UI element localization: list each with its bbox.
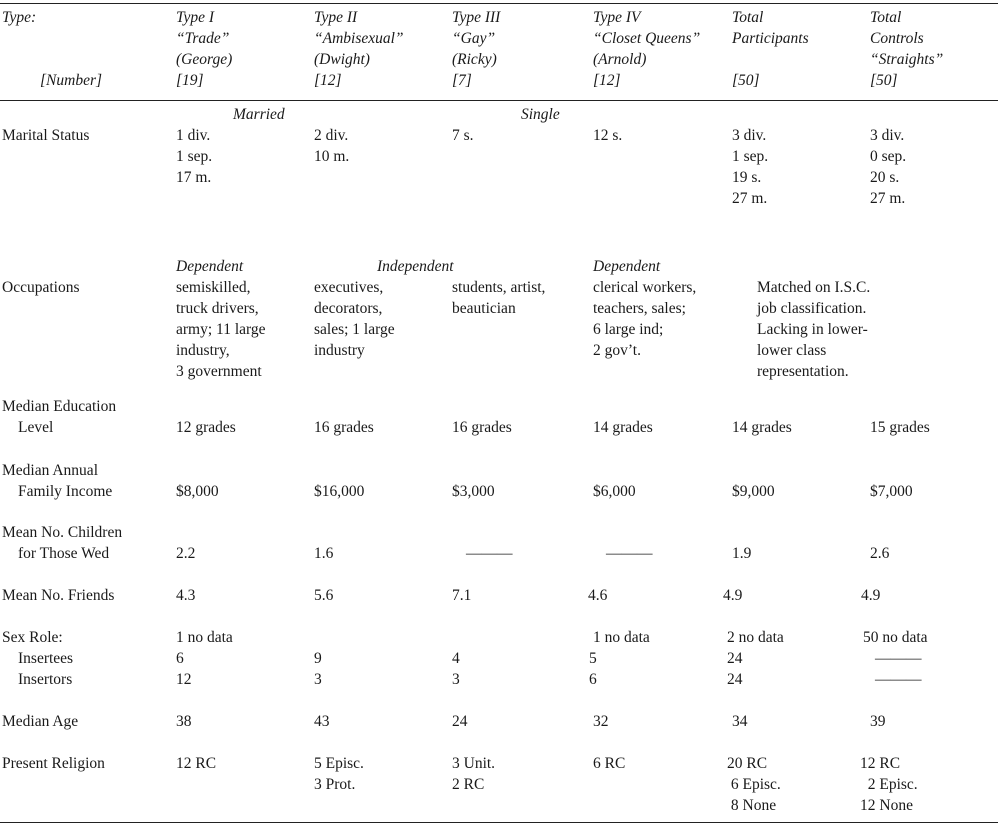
children-label-1: Mean No. Children [2,524,123,541]
header-type-iii: Type III “Gay” (Ricky) [7] [452,9,501,89]
children-value: 2.2 [176,545,196,562]
bottom-rule [0,822,998,823]
income-value: $3,000 [452,483,495,500]
income-label-1: Median Annual [2,462,98,479]
single-heading: Single [521,106,560,123]
age-value: 34 [732,713,748,730]
occupations-cell-totals: Matched on I.S.C. job classification. Lacking in lower- lower class representation. [757,279,871,380]
marital-cell-type-i: 1 div. 1 sep. 17 m. [176,127,213,186]
religion-label: Present Religion [2,755,105,772]
header-total-controls: Total Controls “Straights” [50] [870,9,944,89]
education-label-2: Level [18,419,54,436]
insertors-value: 12 [176,671,192,688]
children-value: 2.6 [870,545,890,562]
sex-role-no-data: 2 no data [727,629,784,646]
age-value: 32 [593,713,609,730]
header-type-i: Type I “Trade” (George) [19] [176,9,233,89]
marital-cell-type-iii: 7 s. [452,127,474,144]
income-value: $7,000 [870,483,913,500]
education-value: 16 grades [314,419,374,436]
age-value: 39 [870,713,886,730]
marital-cell-type-iv: 12 s. [593,127,623,144]
education-value: 15 grades [870,419,930,436]
header-total-participants: Total Participants [50] [732,9,809,89]
education-value: 14 grades [593,419,653,436]
marital-status-label: Marital Status [2,127,90,144]
insertors-value: 3 [314,671,322,688]
header-type-ii: Type II “Ambisexual” (Dwight) [12] [314,9,404,89]
type-label: Type: [2,9,37,26]
children-value: ——— [466,545,513,562]
dependent-heading-2: Dependent [593,258,661,275]
children-value: ——— [606,545,653,562]
friends-value: 7.1 [452,587,472,604]
religion-cell: 12 RC 2 Episc. 12 None [860,755,918,814]
education-value: 12 grades [176,419,236,436]
sex-role-no-data: 1 no data [176,629,233,646]
insertees-value: 5 [589,650,597,667]
insertees-label: Insertees [18,650,74,667]
insertors-value: 24 [727,671,743,688]
sex-role-no-data: 1 no data [593,629,650,646]
marital-cell-controls: 3 div. 0 sep. 20 s. 27 m. [870,127,907,207]
dependent-heading-1: Dependent [176,258,244,275]
insertees-value: 4 [452,650,460,667]
income-value: $6,000 [593,483,636,500]
occupations-cell-type-iii: students, artist, beautician [452,279,546,317]
income-value: $16,000 [314,483,365,500]
insertors-label: Insertors [18,671,73,688]
independent-heading: Independent [377,258,454,275]
insertees-value: 24 [727,650,743,667]
income-label-2: Family Income [18,483,113,500]
marital-cell-type-ii: 2 div. 10 m. [314,127,350,165]
friends-value: 4.3 [176,587,196,604]
religion-cell: 6 RC [593,755,626,772]
sex-role-label: Sex Role: [2,629,63,646]
religion-cell: 20 RC 6 Episc. 8 None [727,755,781,814]
income-value: $9,000 [732,483,775,500]
age-label: Median Age [2,713,79,730]
insertors-value: 6 [589,671,597,688]
insertees-value: ——— [875,650,922,667]
friends-value: 4.9 [861,587,881,604]
religion-cell: 12 RC [176,755,217,772]
married-heading: Married [233,106,285,123]
insertors-value: 3 [452,671,460,688]
insertees-value: 6 [176,650,184,667]
friends-value: 4.9 [723,587,743,604]
children-value: 1.6 [314,545,334,562]
insertors-value: ——— [875,671,922,688]
religion-cell: 5 Episc. 3 Prot. [314,755,364,793]
religion-cell: 3 Unit. 2 RC [452,755,496,793]
children-value: 1.9 [732,545,752,562]
education-label-1: Median Education [2,398,117,415]
friends-value: 4.6 [588,587,608,604]
marital-cell-participants: 3 div. 1 sep. 19 s. 27 m. [732,127,769,207]
income-value: $8,000 [176,483,219,500]
friends-value: 5.6 [314,587,334,604]
occupations-cell-type-iv: clerical workers, teachers, sales; 6 large ind; 2 gov’t. [593,279,697,359]
header-rule [0,100,998,101]
occupations-cell-type-i: semiskilled, truck drivers, army; 11 large industry, 3 government [176,279,266,380]
number-label: [Number] [40,72,103,89]
sex-role-no-data: 50 no data [863,629,928,646]
education-value: 16 grades [452,419,512,436]
occupations-cell-type-ii: executives, decorators, sales; 1 large industry [314,279,395,359]
education-value: 14 grades [732,419,792,436]
insertees-value: 9 [314,650,322,667]
header-type-iv: Type IV “Closet Queens” (Arnold) [12] [593,9,701,89]
age-value: 43 [314,713,330,730]
age-value: 38 [176,713,192,730]
friends-label: Mean No. Friends [2,587,115,604]
age-value: 24 [452,713,468,730]
occupations-label: Occupations [2,279,80,296]
top-rule [0,3,998,4]
children-label-2: for Those Wed [18,545,110,562]
